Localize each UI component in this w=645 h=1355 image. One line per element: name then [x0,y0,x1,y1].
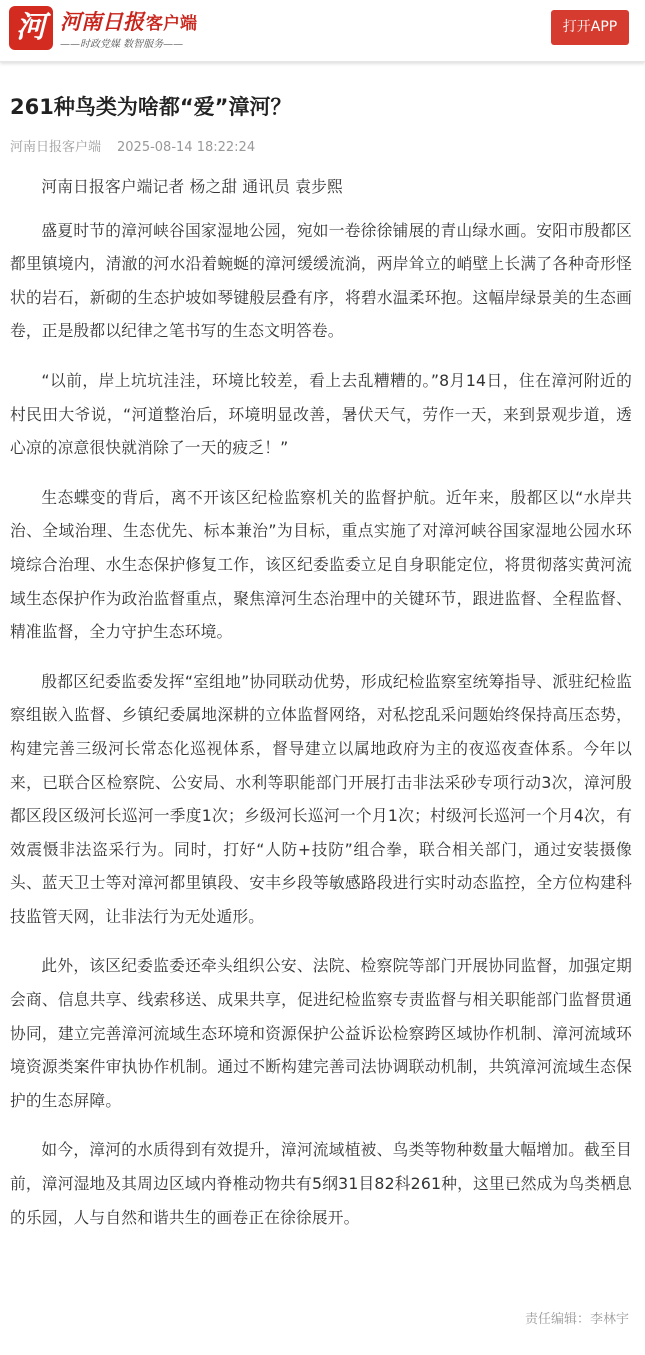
article-body [10,170,632,1250]
article-paragraph: 此外，该区纪委监委还牵头组织公安、法院、检察院等部门开展协同监督，加强定期会商、信息共享、线索移送、成果共享，促进纪检监察专责监督与相关职能部门监督贯通协同，建立完善漳河流域生态环境和资源保护公益诉讼检察跨区域协作机制、漳河流域环境资源类案件审执协作机制。通过不断构建完善司法协调联动机制，共筑漳河流域生态保护的生态屏障。 [10,956,632,1110]
article-paragraph: 殷都区纪委监委发挥“室组地”协同联动优势，形成纪检监察室统筹指导、派驻纪检监察组嵌入监督、乡镇纪委属地深耕的立体监督网络，对私挖乱采问题始终保持高压态势，构建完善三级河长常态化巡视体系，督导建立以属地政府为主的夜巡夜查体系。今年以来，已联合区检察院、公安局、水利等职能部门开展打击非法采砂专项行动3次，漳河殷都区段区级河长巡河一季度1次；乡级河长巡河一个月1次；村级河长巡河一个月4次，有效震慑非法盗采行为。同时，打好“人防+技防”组合拳，联合相关部门，通过安装摄像头、蓝天卫士等对漳河都里镇段、安丰乡段等敏感路段进行实时动态监控，全方位构建科技监管天网，让非法行为无处遁形。 [10,671,632,926]
brand-name[interactable] [60,9,197,35]
open-app-button[interactable]: 打开APP [551,10,629,45]
article-paragraph: 如今，漳河的水质得到有效提升，漳河流域植被、鸟类等物种数量大幅增加。截至目前，漳河湿地及其周边区域内脊椎动物共有5纲31目82科261种，这里已然成为鸟类栖息的乐园，人与自然和谐共生的画卷正在徐徐展开。 [10,1140,632,1227]
article-source: 河南日报客户端 [10,140,102,155]
responsible-editor: 责任编辑：李林宇 [524,1312,629,1327]
brand-name-text: 河南日报 [60,9,144,34]
article-byline: 河南日报客户端记者 杨之甜 通讯员 袁步熙 [41,177,343,196]
brand-suffix: 客户端 [146,14,197,34]
brand-slogan: ——时政党媒 数智服务—— [60,39,184,50]
logo-icon[interactable]: 河 [9,6,53,50]
article-date: 2025-08-14 18:22:24 [117,140,256,155]
article-title: 261种鸟类为啥都“爱”漳河？ [10,95,292,119]
article-paragraph: 盛夏时节的漳河峡谷国家湿地公园，宛如一卷徐徐铺展的青山绿水画。安阳市殷都区都里镇境内，清澈的河水沿着蜿蜒的漳河缓缓流淌，两岸耸立的峭壁上长满了各种奇形怪状的岩石，新砌的生态护坡如琴键般层叠有序，将碧水温柔环抱。这幅岸绿景美的生态画卷，正是殷都以纪律之笔书写的生态文明答卷。 [10,220,632,341]
article-paragraph: 生态蝶变的背后，离不开该区纪检监察机关的监督护航。近年来，殷都区以“水岸共治、全域治理、生态优先、标本兼治”为目标，重点实施了对漳河峡谷国家湿地公园水环境综合治理、水生态保护修复工作，该区纪委监委立足自身职能定位，将贯彻落实黄河流域生态保护作为政治监督重点，聚焦漳河生态治理中的关键环节，跟进监督、全程监督、精准监督，全力守护生态环境。 [10,487,632,642]
top-bar [0,0,645,62]
article-meta [10,138,255,158]
article-paragraph: “以前，岸上坑坑洼洼，环境比较差，看上去乱糟糟的。”8月14日，住在漳河附近的村民田大爷说，“河道整治后，环境明显改善，暑伏天气，劳作一天，来到景观步道，透心凉的凉意很快就消除了一天的疲乏！” [10,370,632,458]
